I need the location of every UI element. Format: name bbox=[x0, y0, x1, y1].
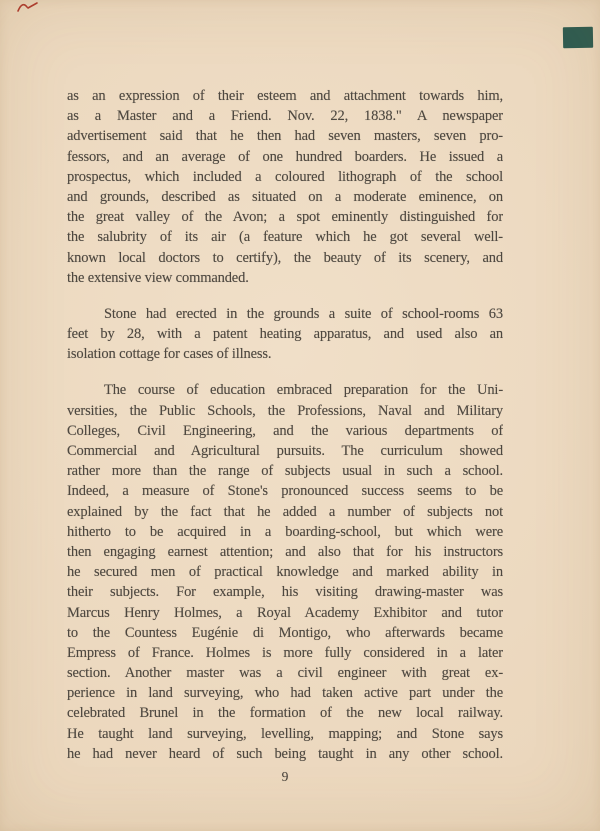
text-line: he secured men of practical knowledge and marked ability in bbox=[67, 564, 503, 581]
dark-stamp-mark bbox=[563, 27, 593, 49]
text-line: fessors, and an average of one hundred boarders. He issued a bbox=[67, 148, 503, 165]
text-line: Marcus Henry Holmes, a Royal Academy Exhibitor and tutor bbox=[67, 604, 503, 621]
text-line: to the Countess Eugénie di Montigo, who afterwards became bbox=[67, 624, 503, 641]
red-pencil-mark-icon bbox=[16, 1, 40, 14]
text-line: Stone had erected in the grounds a suite of school-rooms 63 bbox=[104, 305, 503, 322]
text-line: The course of education embraced preparation for the Uni- bbox=[104, 382, 503, 399]
text-line: hitherto to be acquired in a boarding-school, but which were bbox=[67, 523, 503, 540]
text-line: prospectus, which included a coloured lithograph of the school bbox=[67, 168, 503, 185]
text-line: he had never heard of such being taught in any other school. bbox=[67, 745, 503, 762]
text-line: celebrated Brunel in the formation of the new local railway. bbox=[67, 705, 503, 722]
text-line: advertisement said that he then had seven masters, seven pro- bbox=[67, 128, 503, 145]
text-line: Commercial and Agricultural pursuits. The curriculum showed bbox=[67, 443, 503, 459]
text-line: their subjects. For example, his visiting drawing-master was bbox=[67, 584, 503, 601]
page-text-block bbox=[67, 86, 503, 780]
paragraph bbox=[67, 304, 503, 365]
text-line: as a Master and a Friend. Nov. 22, 1838." A newspaper bbox=[67, 108, 503, 125]
text-line: known local doctors to certify), the beauty of its scenery, and bbox=[67, 249, 503, 266]
text-line: Colleges, Civil Engineering, and the various departments of bbox=[67, 422, 503, 439]
text-line: then engaging earnest attention; and also that for his instructors bbox=[67, 543, 503, 560]
text-line: perience in land surveying, who had taken active part under the bbox=[67, 685, 503, 702]
text-line: section. Another master was a civil engineer with great ex- bbox=[67, 665, 503, 682]
text-line: as an expression of their esteem and attachment towards him, bbox=[67, 88, 503, 104]
text-line: and grounds, described as situated on a moderate eminence, on bbox=[67, 188, 503, 205]
paragraph bbox=[67, 86, 503, 288]
text-line: explained by the fact that he added a number of subjects not bbox=[67, 503, 503, 520]
text-line: Empress of France. Holmes is more fully considered in a later bbox=[67, 644, 503, 661]
text-line: Indeed, a measure of Stone's pronounced success seems to be bbox=[67, 483, 503, 500]
text-line: rather more than the range of subjects usual in such a school. bbox=[67, 463, 503, 480]
text-line: the great valley of the Avon; a spot eminently distinguished for bbox=[67, 209, 503, 226]
text-line: He taught land surveying, levelling, mapping; and Stone says bbox=[67, 725, 503, 742]
text-line: isolation cottage for cases of illness. bbox=[67, 346, 272, 363]
page-number: 9 bbox=[281, 769, 289, 784]
text-line: the salubrity of its air (a feature which he got several well- bbox=[67, 229, 503, 246]
paragraph bbox=[67, 380, 503, 764]
text-line: versities, the Public Schools, the Professions, Naval and Military bbox=[67, 402, 503, 419]
text-line: the extensive view commanded. bbox=[67, 269, 249, 286]
text-line: feet by 28, with a patent heating apparatus, and used also an bbox=[67, 326, 503, 343]
